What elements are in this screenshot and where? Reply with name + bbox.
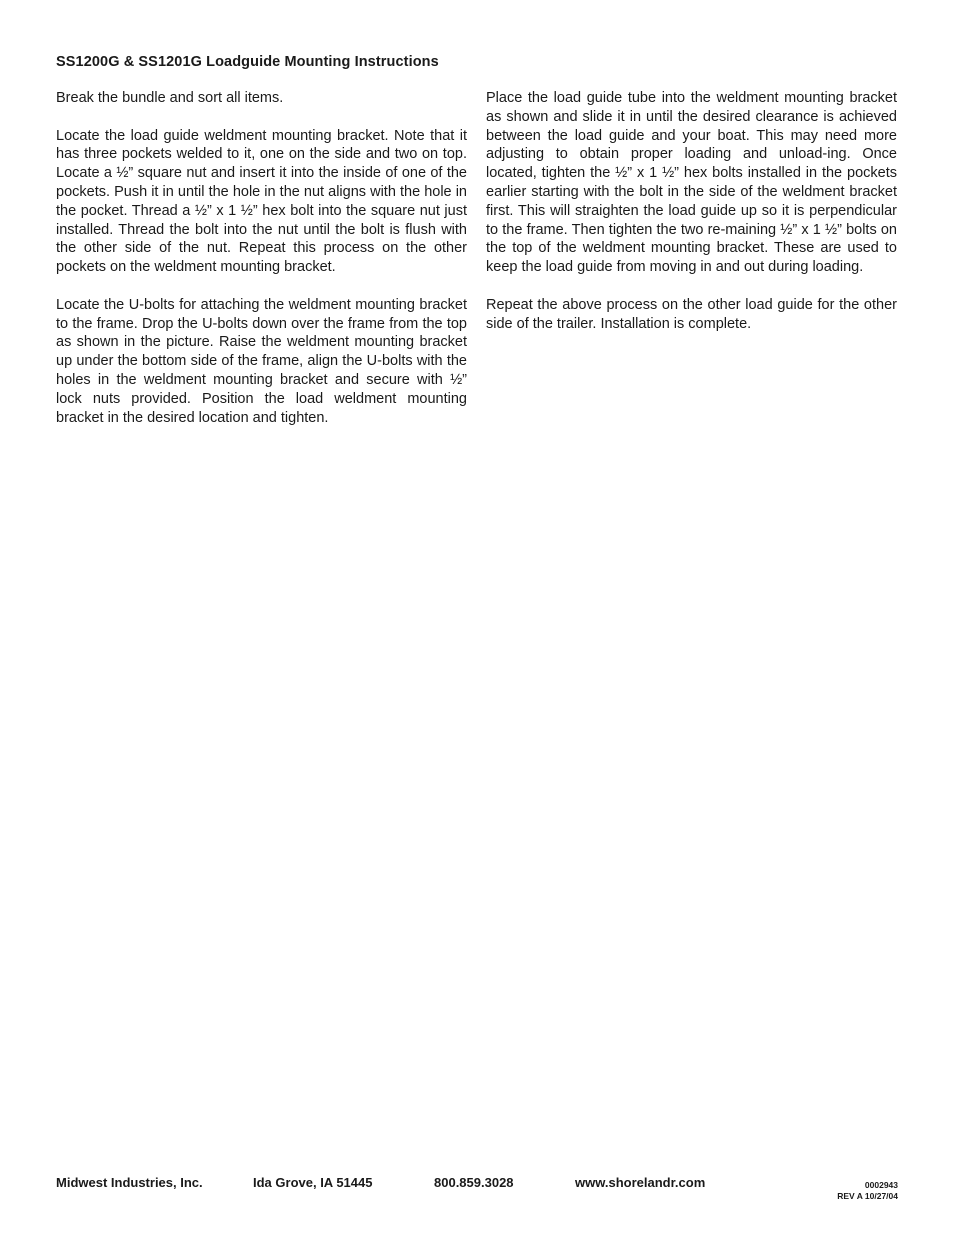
page-title: SS1200G & SS1201G Loadguide Mounting Instructions	[56, 54, 439, 70]
footer-website: www.shorelandr.com	[575, 1175, 706, 1190]
document-reference	[837, 1180, 898, 1201]
instruction-paragraph: Repeat the above process on the other load guide for the other side of the trailer. Installation is complete.	[486, 296, 897, 332]
revision-label: REV A 10/27/04	[837, 1190, 898, 1201]
document-number: 0002943	[864, 1180, 898, 1190]
left-column	[56, 89, 467, 446]
footer-company: Midwest Industries, Inc.	[56, 1175, 203, 1190]
instruction-paragraph: Locate the U-bolts for attaching the weldment mounting bracket to the frame. Drop the U-bolts down over the frame from the top as shown in the picture. Raise the weldment mounting bracket up under the bottom side of the frame, align the U-bolts with the holes in the weldment mounting bracket and secure with ½” lock nuts provided. Position the load weldment mounting bracket in the desired location and tighten.	[56, 296, 467, 426]
footer-phone: 800.859.3028	[434, 1175, 514, 1190]
instruction-paragraph: Place the load guide tube into the weldment mounting bracket as shown and slide it in until the desired clearance is achieved between the load guide and your boat. This may need more adjusting to obtain proper loading and unload-ing. Once located, tighten the ½” x 1 ½” hex bolts installed in the pockets earlier starting with the bolt in the side of the weldment bracket first. This will straighten the load guide up so it is perpendicular to the frame. Then tighten the two re-maining ½” x 1 ½” bolts on the top of the weldment mounting bracket. These are used to keep the load guide from moving in and out during loading.	[486, 90, 897, 276]
instruction-paragraph: Locate the load guide weldment mounting bracket. Note that it has three pockets welded to it, one on the side and two on top. Locate a ½” square nut and insert it into the inside of one of the pockets. Push it in until the hole in the nut aligns with the hole in the pocket. Thread a ½” x 1 ½” hex bolt into the square nut just installed. Thread the bolt into the nut until the bolt is flush with the other side of the nut. Repeat this process on the other pockets on the weldment mounting bracket.	[56, 127, 467, 276]
instruction-paragraph: Break the bundle and sort all items.	[56, 90, 284, 106]
right-column	[486, 89, 897, 352]
footer-address: Ida Grove, IA 51445	[253, 1175, 373, 1190]
